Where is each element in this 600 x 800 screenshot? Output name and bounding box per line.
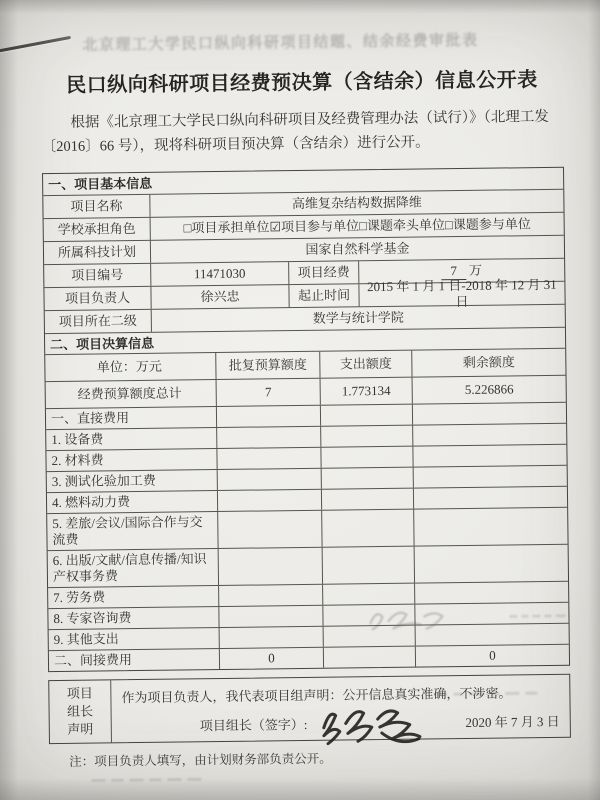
budget-cell-approved [216,406,320,427]
intro-paragraph [41,105,564,159]
department-value: 数学与统计学院 [151,305,565,332]
signature-line [122,705,562,740]
budget-row-label: 二、间接费用 [53,652,133,669]
department-label: 项目所在二级 [58,312,137,329]
budget-cell-approved: 7 [216,379,320,406]
budget-row-label: 9. 其他支出 [53,631,119,648]
budget-cell-spent [321,510,413,547]
budget-row-label: 5. 差旅/会议/国际合作与交流费 [52,514,203,548]
budget-cell-approved [217,490,321,511]
budget-cell-spent [322,584,414,605]
budget-row-label: 2. 材料费 [51,452,104,469]
budget-cell-remaining [413,466,567,488]
budget-row-label: 8. 专家咨询费 [53,610,132,627]
budget-row-label: 6. 出版/文献/信息传播/知识产权事务费 [52,551,207,585]
declaration-label-line: 项目 [66,685,93,701]
project-info-table [42,167,570,672]
section-budget-header: 二、项目决算信息 [45,327,565,354]
budget-cell-remaining [414,582,568,604]
duration-label: 起止时间 [288,284,358,307]
declaration-label-line: 声明 [67,721,94,737]
budget-cell-approved: 0 [219,648,323,669]
budget-row-label: 4. 燃料动力费 [51,494,131,511]
budget-cell-approved [219,627,323,648]
signature [315,700,428,751]
budget-cell-spent [323,626,415,647]
budget-row [47,507,567,550]
budget-cell-remaining [412,445,566,467]
declaration-label [49,680,112,743]
budget-cell-remaining [414,545,568,583]
budget-col-remaining: 剩余额度 [411,349,565,377]
budget-cell-remaining: 0 [415,645,569,667]
funding-unit: 万 [468,262,483,278]
budget-cell-approved [218,548,322,585]
budget-cell-approved [217,511,321,548]
budget-cell-remaining [413,487,567,509]
declaration-label-line: 组长 [66,703,94,719]
budget-cell-approved [216,427,320,448]
budget-cell-spent [320,426,412,447]
budget-row-label: 经费预算额度总计 [77,385,182,402]
program-value: 国家自然科学基金 [150,236,564,263]
page-title: 民口纵向科研项目经费预决算（含结余）信息公开表 [66,69,538,97]
form-page [41,67,571,770]
budget-row-label: 一、直接费用 [50,410,130,427]
budget-cell-remaining [415,624,569,646]
budget-cell-spent: 1.773134 [320,378,412,405]
sign-label: 项目组长（签字）: [199,716,308,733]
program-label: 所属科技计划 [57,243,137,260]
duration-value: 2015 年 1 月 1 日-2018 年 12 月 31 日 [358,282,564,307]
declaration-block [48,674,571,744]
intro-line-1: 根据《北京理工大学民口纵向科研项目及经费管理办法（试行）》（北理工发 [70,108,549,131]
budget-cell-remaining [414,603,568,625]
declaration-body [111,675,570,743]
budget-cell-approved [218,585,322,606]
bleed-through-text-mark [89,773,207,786]
school-role-checkboxes: □项目承担单位☑项目参与单位□课题牵头单位□课题参与单位 [150,213,564,240]
budget-cell-spent [322,605,414,626]
declaration-statement: 作为项目负责人，我代表项目组声明：公开信息真实准确，不涉密。 [121,685,512,706]
project-no-value: 11471030 [150,262,288,286]
budget-cell-spent [320,447,412,468]
budget-cell-spent [321,489,413,510]
budget-cell-remaining [412,424,566,446]
section-basic-info-header: 一、项目基本信息 [48,175,153,193]
budget-row-label: 7. 劳务费 [53,589,106,606]
pi-value: 徐兴忠 [150,285,288,309]
budget-cell-spent [322,547,414,584]
intro-line-2: 〔2016〕66 号），现将科研项目预决算（含结余）进行公开。 [41,134,430,156]
school-role-label: 学校承担角色 [57,220,136,237]
project-name-value: 高维复杂结构数据降维 [149,190,563,217]
budget-cell-spent [321,468,413,489]
budget-row-label: 1. 设备费 [51,431,104,448]
budget-cell-approved [217,469,321,490]
budget-col-unit: 单位：万元 [96,358,162,375]
budget-cell-remaining: 5.226866 [412,376,566,404]
budget-cell-approved [218,606,322,627]
sign-date: 2020 年 7 月 3 日 [465,713,560,730]
funding-label: 项目经费 [288,261,358,284]
budget-cell-spent [323,647,415,668]
bleed-through-title: 北京理工大学民口纵向科研项目结题、结余经费审批表 [82,32,479,54]
funding-amount: 7 [441,262,466,279]
budget-cell-spent [320,405,412,426]
project-name-label: 项目名称 [70,198,123,214]
budget-cell-remaining [412,403,566,425]
budget-row [48,544,568,587]
project-no-label: 项目编号 [71,267,124,283]
footer-note: 注：项目负责人填写，由计划财务部负责公开。 [69,751,332,769]
budget-row-label: 3. 测试化验加工费 [51,472,156,490]
budget-cell-approved [216,448,320,469]
pi-label: 项目负责人 [64,290,131,306]
budget-col-spent: 支出额度 [319,351,411,378]
budget-cell-remaining [413,508,567,546]
budget-col-approved: 批复预算额度 [215,352,319,379]
